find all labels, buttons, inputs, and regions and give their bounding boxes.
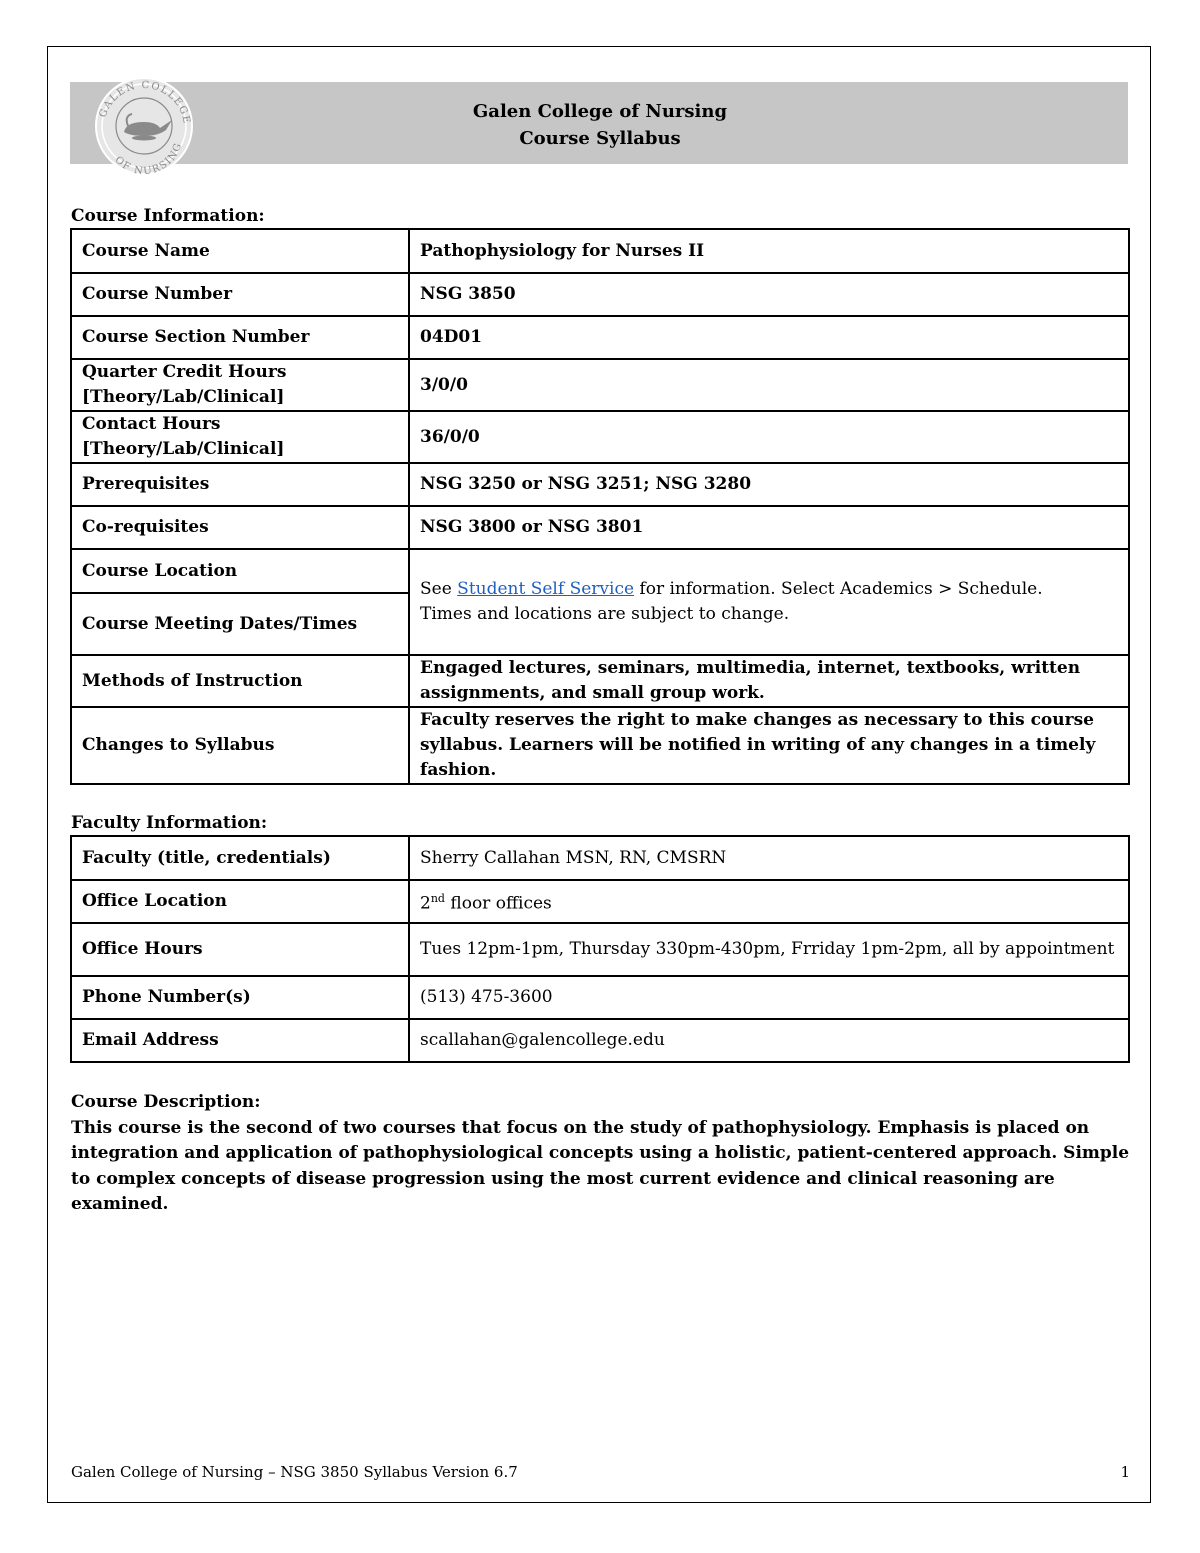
course-name-value: Pathophysiology for Nurses II (409, 229, 1129, 273)
prerequisites-value: NSG 3250 or NSG 3251; NSG 3280 (409, 463, 1129, 506)
course-info-heading: Course Information: (71, 206, 265, 226)
course-description-heading: Course Description: (71, 1092, 261, 1112)
table-row (71, 836, 1129, 880)
course-number-value: NSG 3850 (409, 273, 1129, 316)
contact-hours-label: Contact Hours [Theory/Lab/Clinical] (71, 411, 409, 463)
changes-value: Faculty reserves the right to make changes as necessary to this course syllabus. Learners will be notified in writing of any changes in a timely fashion. (409, 707, 1129, 784)
table-row (71, 273, 1129, 316)
college-name: Galen College of Nursing (472, 101, 728, 122)
floor-ordinal-suffix: nd (430, 892, 445, 906)
table-row (71, 506, 1129, 549)
table-row (71, 463, 1129, 506)
header-title (0, 98, 1200, 152)
meeting-times-label: Course Meeting Dates/Times (71, 593, 409, 655)
page-number: 1 (1120, 1463, 1130, 1481)
faculty-label: Faculty (title, credentials) (71, 836, 409, 880)
table-row (71, 316, 1129, 359)
faculty-value: Sherry Callahan MSN, RN, CMSRN (409, 836, 1129, 880)
svg-text:OF NURSING: OF NURSING (112, 140, 185, 176)
floor-number: 2 (420, 893, 431, 914)
student-self-service-link[interactable]: Student Self Service (457, 579, 635, 599)
corequisites-label: Co-requisites (71, 506, 409, 549)
corequisites-value: NSG 3800 or NSG 3801 (409, 506, 1129, 549)
office-location-label: Office Location (71, 880, 409, 923)
faculty-info-table (70, 835, 1130, 1063)
document-title: Course Syllabus (519, 128, 681, 149)
email-value: scallahan@galencollege.edu (409, 1019, 1129, 1062)
table-row (71, 655, 1129, 707)
methods-label: Methods of Instruction (71, 655, 409, 707)
email-label: Email Address (71, 1019, 409, 1062)
course-section-value: 04D01 (409, 316, 1129, 359)
credit-hours-label: Quarter Credit Hours [Theory/Lab/Clinical] (71, 359, 409, 411)
office-location-value (409, 880, 1129, 923)
course-number-label: Course Number (71, 273, 409, 316)
table-row (71, 229, 1129, 273)
table-row (71, 976, 1129, 1019)
table-row (71, 549, 1129, 593)
phone-value: (513) 475-3600 (409, 976, 1129, 1019)
location-rest-text: for information. Select Academics > Schedule. (634, 579, 1043, 599)
changes-label: Changes to Syllabus (71, 707, 409, 784)
phone-label: Phone Number(s) (71, 976, 409, 1019)
table-row (71, 923, 1129, 976)
table-row (71, 880, 1129, 923)
location-see-text: See (420, 579, 458, 599)
course-description (71, 1090, 1131, 1218)
location-line2-text: Times and locations are subject to change. (420, 604, 790, 624)
table-row (71, 359, 1129, 411)
office-location-text: floor offices (444, 893, 552, 914)
course-location-label: Course Location (71, 549, 409, 593)
footer-text: Galen College of Nursing – NSG 3850 Syllabus Version 6.7 (71, 1463, 518, 1481)
course-section-label: Course Section Number (71, 316, 409, 359)
course-name-label: Course Name (71, 229, 409, 273)
course-description-text: This course is the second of two courses that focus on the study of pathophysiology. Emphasis is placed on integration and application of pathophysiological concepts using a holistic, patient-centered approach. Simple to complex concepts of disease progression using the most current evidence and clinical reasoning are examined. (71, 1117, 1130, 1214)
methods-value: Engaged lectures, seminars, multimedia, internet, textbooks, written assignments, and small group work. (409, 655, 1129, 707)
faculty-info-heading: Faculty Information: (71, 813, 268, 833)
contact-hours-value: 36/0/0 (409, 411, 1129, 463)
svg-text:GALEN COLLEGE: GALEN COLLEGE (97, 79, 192, 126)
table-row (71, 1019, 1129, 1062)
credit-hours-value: 3/0/0 (409, 359, 1129, 411)
office-hours-label: Office Hours (71, 923, 409, 976)
table-row (71, 707, 1129, 784)
prerequisites-label: Prerequisites (71, 463, 409, 506)
table-row (71, 411, 1129, 463)
course-location-value (409, 549, 1129, 655)
course-info-table (70, 228, 1130, 785)
office-hours-value: Tues 12pm-1pm, Thursday 330pm-430pm, Frriday 1pm-2pm, all by appointment (409, 923, 1129, 976)
